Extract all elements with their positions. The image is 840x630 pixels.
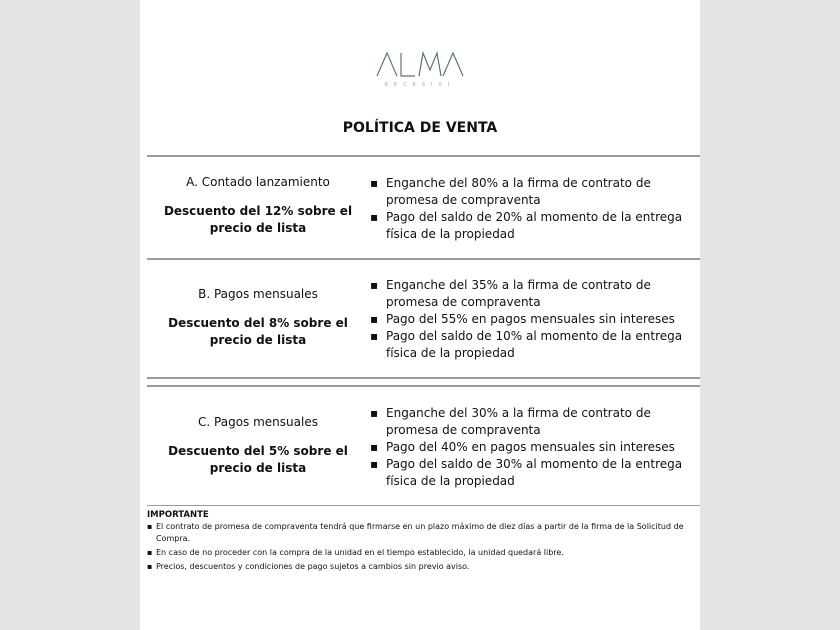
plan-discount: Descuento del 12% sobre el precio de lista xyxy=(163,204,353,235)
plan-item: ▪ Pago del 55% en pagos mensuales sin intereses xyxy=(370,312,675,326)
plan-item: ▪ Enganche del 30% a la firma de contrato de promesa de compraventa xyxy=(370,406,651,437)
note-item: ▪ El contrato de promesa de compraventa tendrá que firmarse en un plazo máximo de diez días a partir de la firma de la Solicitud de Compra. xyxy=(147,522,684,543)
divider xyxy=(147,385,700,387)
plan-item: ▪ Pago del saldo de 20% al momento de la entrega física de la propiedad xyxy=(370,210,683,241)
alma-logo-icon xyxy=(375,50,465,78)
plan-name: B. Pagos mensuales xyxy=(198,287,318,301)
divider xyxy=(147,258,700,260)
note-item: ▪ Precios, descuentos y condiciones de pago sujetos a cambios sin previo aviso. xyxy=(147,562,470,571)
plan-name: A. Contado lanzamiento xyxy=(186,175,330,189)
divider xyxy=(147,505,700,506)
page-title: POLÍTICA DE VENTA xyxy=(342,120,498,136)
logo xyxy=(140,50,700,88)
important-notes xyxy=(147,509,697,573)
plan-item: ▪ Pago del saldo de 30% al momento de la entrega física de la propiedad xyxy=(370,457,683,488)
logo-subtitle: RECESIVI xyxy=(384,82,456,88)
plan-discount: Descuento del 5% sobre el precio de lista xyxy=(168,444,348,475)
note-item: ▪ En caso de no proceder con la compra de la unidad en el tiempo establecido, la unidad quedará libre. xyxy=(147,548,564,557)
divider xyxy=(147,377,700,379)
plan-discount: Descuento del 8% sobre el precio de lista xyxy=(168,316,348,347)
plan-item: ▪ Enganche del 35% a la firma de contrato de promesa de compraventa xyxy=(370,278,651,309)
important-heading: IMPORTANTE xyxy=(147,510,209,520)
document-page xyxy=(140,0,700,630)
divider xyxy=(147,155,700,157)
plan-item: ▪ Pago del saldo de 10% al momento de la entrega física de la propiedad xyxy=(370,329,683,360)
plan-name: C. Pagos mensuales xyxy=(198,415,318,429)
plan-item: ▪ Pago del 40% en pagos mensuales sin intereses xyxy=(370,440,675,454)
plan-item: ▪ Enganche del 80% a la firma de contrato de promesa de compraventa xyxy=(370,176,651,207)
